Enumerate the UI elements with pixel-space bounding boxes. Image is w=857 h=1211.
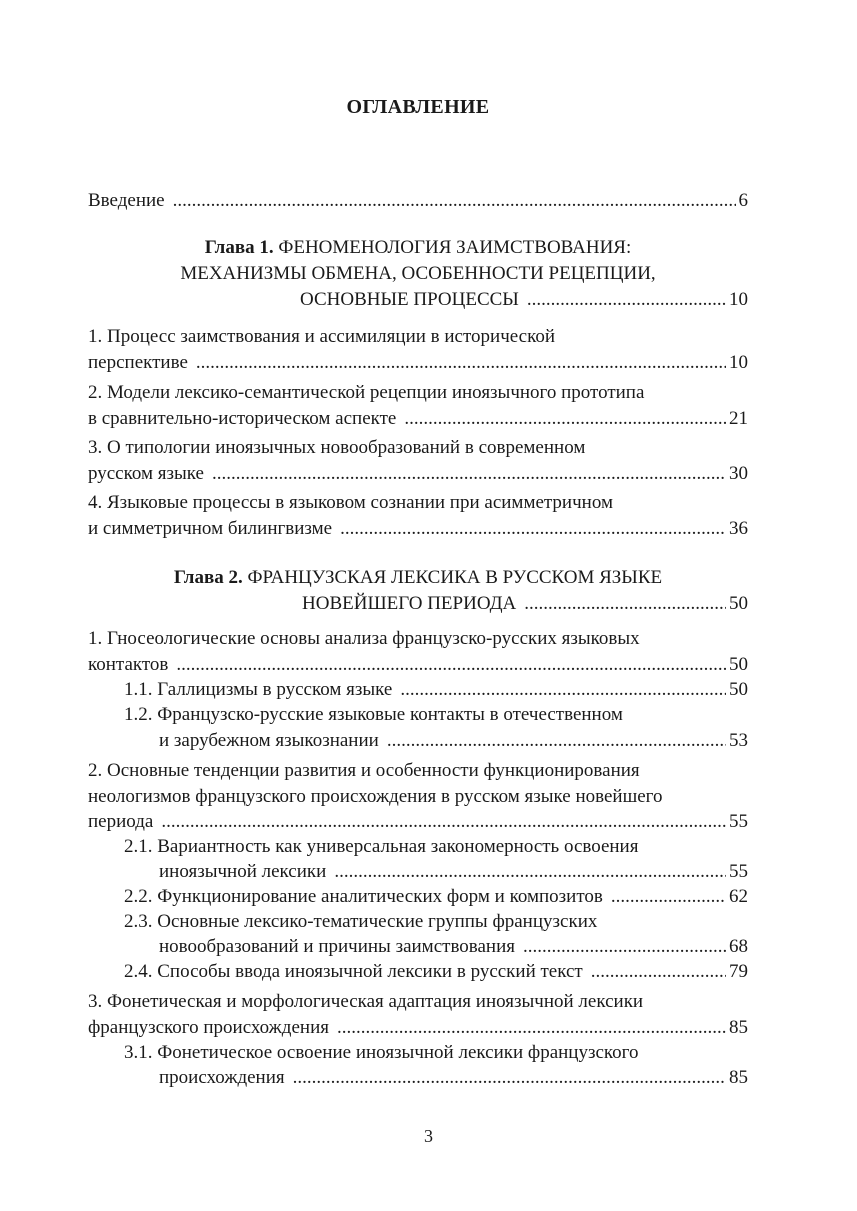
leader-dots bbox=[591, 959, 726, 985]
toc-entry-2-2-line1: 2. Основные тенденции развития и особенности функционирования bbox=[88, 760, 640, 781]
leader-dots bbox=[173, 188, 736, 214]
toc-entry-intro[interactable]: Введение ..... 6 bbox=[88, 188, 748, 214]
leader-dots bbox=[293, 1065, 726, 1091]
toc-entry-2-2-line2: неологизмов французского происхождения в русском языке новейшего bbox=[88, 786, 663, 807]
leader-dots bbox=[404, 406, 726, 432]
toc-entry-1-3[interactable]: русском языке ..... 30 bbox=[88, 461, 748, 487]
leader-dots bbox=[527, 287, 726, 313]
leader-dots bbox=[340, 516, 726, 542]
toc-entry-1-1-line1: 1. Процесс заимствования и ассимиляции в исторической bbox=[88, 326, 556, 347]
leader-dots bbox=[523, 934, 726, 960]
leader-dots bbox=[611, 884, 726, 910]
chapter1-heading-line1: Глава 1. ФЕНОМЕНОЛОГИЯ ЗАИМСТВОВАНИЯ: bbox=[204, 237, 632, 258]
leader-dots bbox=[400, 677, 726, 703]
leader-dots bbox=[161, 809, 726, 835]
toc-entry-2-2-3-line1: 2.3. Основные лексико-тематические группы французских bbox=[124, 911, 598, 932]
leader-dots bbox=[212, 461, 726, 487]
toc-entry-2-2-3[interactable]: новообразований и причины заимствования ..... 68 bbox=[159, 934, 748, 960]
chapter1-label: Глава 1. bbox=[204, 237, 274, 258]
leader-dots bbox=[176, 652, 726, 678]
toc-entry-chapter2[interactable]: НОВЕЙШЕГО ПЕРИОДА ..... 50 bbox=[302, 591, 748, 617]
toc-entry-2-3-line1: 3. Фонетическая и морфологическая адаптация иноязычной лексики bbox=[88, 991, 644, 1012]
toc-entry-1-3-line1: 3. О типологии иноязычных новообразований в современном bbox=[88, 437, 586, 458]
toc-entry-2-2[interactable]: периода ..... 55 bbox=[88, 809, 748, 835]
toc-entry-2-2-4[interactable]: 2.4. Способы ввода иноязычной лексики в русский текст ..... 79 bbox=[124, 959, 748, 985]
toc-entry-2-2-1-line1: 2.1. Вариантность как универсальная закономерность освоения bbox=[124, 836, 639, 857]
toc-entry-1-4-line1: 4. Языковые процессы в языковом сознании при асимметричном bbox=[88, 492, 613, 513]
toc-entry-2-3[interactable]: французского происхождения ..... 85 bbox=[88, 1015, 748, 1041]
toc-entry-2-2-2[interactable]: 2.2. Функционирование аналитических форм и композитов ..... 62 bbox=[124, 884, 748, 910]
leader-dots bbox=[387, 728, 726, 754]
leader-dots bbox=[196, 350, 726, 376]
toc-entry-2-2-1[interactable]: иноязычной лексики ..... 55 bbox=[159, 859, 748, 885]
toc-entry-1-4[interactable]: и симметричном билингвизме ..... 36 bbox=[88, 516, 748, 542]
toc-entry-1-1[interactable]: перспективе ..... 10 bbox=[88, 350, 748, 376]
leader-dots bbox=[524, 591, 726, 617]
toc-entry-1-2[interactable]: в сравнительно-историческом аспекте ..... 21 bbox=[88, 406, 748, 432]
page-title: ОГЛАВЛЕНИЕ bbox=[346, 96, 490, 118]
toc-page bbox=[88, 0, 748, 1211]
chapter2-label: Глава 2. bbox=[173, 567, 243, 588]
toc-entry-2-1-line1: 1. Гносеологические основы анализа французско-русских языковых bbox=[88, 628, 640, 649]
toc-entry-2-1-1[interactable]: 1.1. Галлицизмы в русском языке ..... 50 bbox=[124, 677, 748, 703]
toc-entry-2-1-2-line1: 1.2. Французско-русские языковые контакты в отечественном bbox=[124, 704, 623, 725]
page-number: 3 bbox=[424, 1126, 433, 1146]
toc-entry-2-1[interactable]: контактов ..... 50 bbox=[88, 652, 748, 678]
toc-entry-1-2-line1: 2. Модели лексико-семантической рецепции иноязычного прототипа bbox=[88, 382, 645, 403]
chapter1-heading-line2: МЕХАНИЗМЫ ОБМЕНА, ОСОБЕННОСТИ РЕЦЕПЦИИ, bbox=[180, 263, 656, 284]
leader-dots bbox=[337, 1015, 726, 1041]
toc-entry-2-3-1-line1: 3.1. Фонетическое освоение иноязычной лексики французского bbox=[124, 1042, 639, 1063]
toc-entry-2-1-2[interactable]: и зарубежном языкознании ..... 53 bbox=[159, 728, 748, 754]
toc-entry-2-3-1[interactable]: происхождения ..... 85 bbox=[159, 1065, 748, 1091]
toc-entry-chapter1[interactable]: ОСНОВНЫЕ ПРОЦЕССЫ ..... 10 bbox=[300, 287, 748, 313]
chapter2-heading-line1: Глава 2. ФРАНЦУЗСКАЯ ЛЕКСИКА В РУССКОМ ЯЗЫКЕ bbox=[173, 567, 663, 588]
leader-dots bbox=[334, 859, 726, 885]
